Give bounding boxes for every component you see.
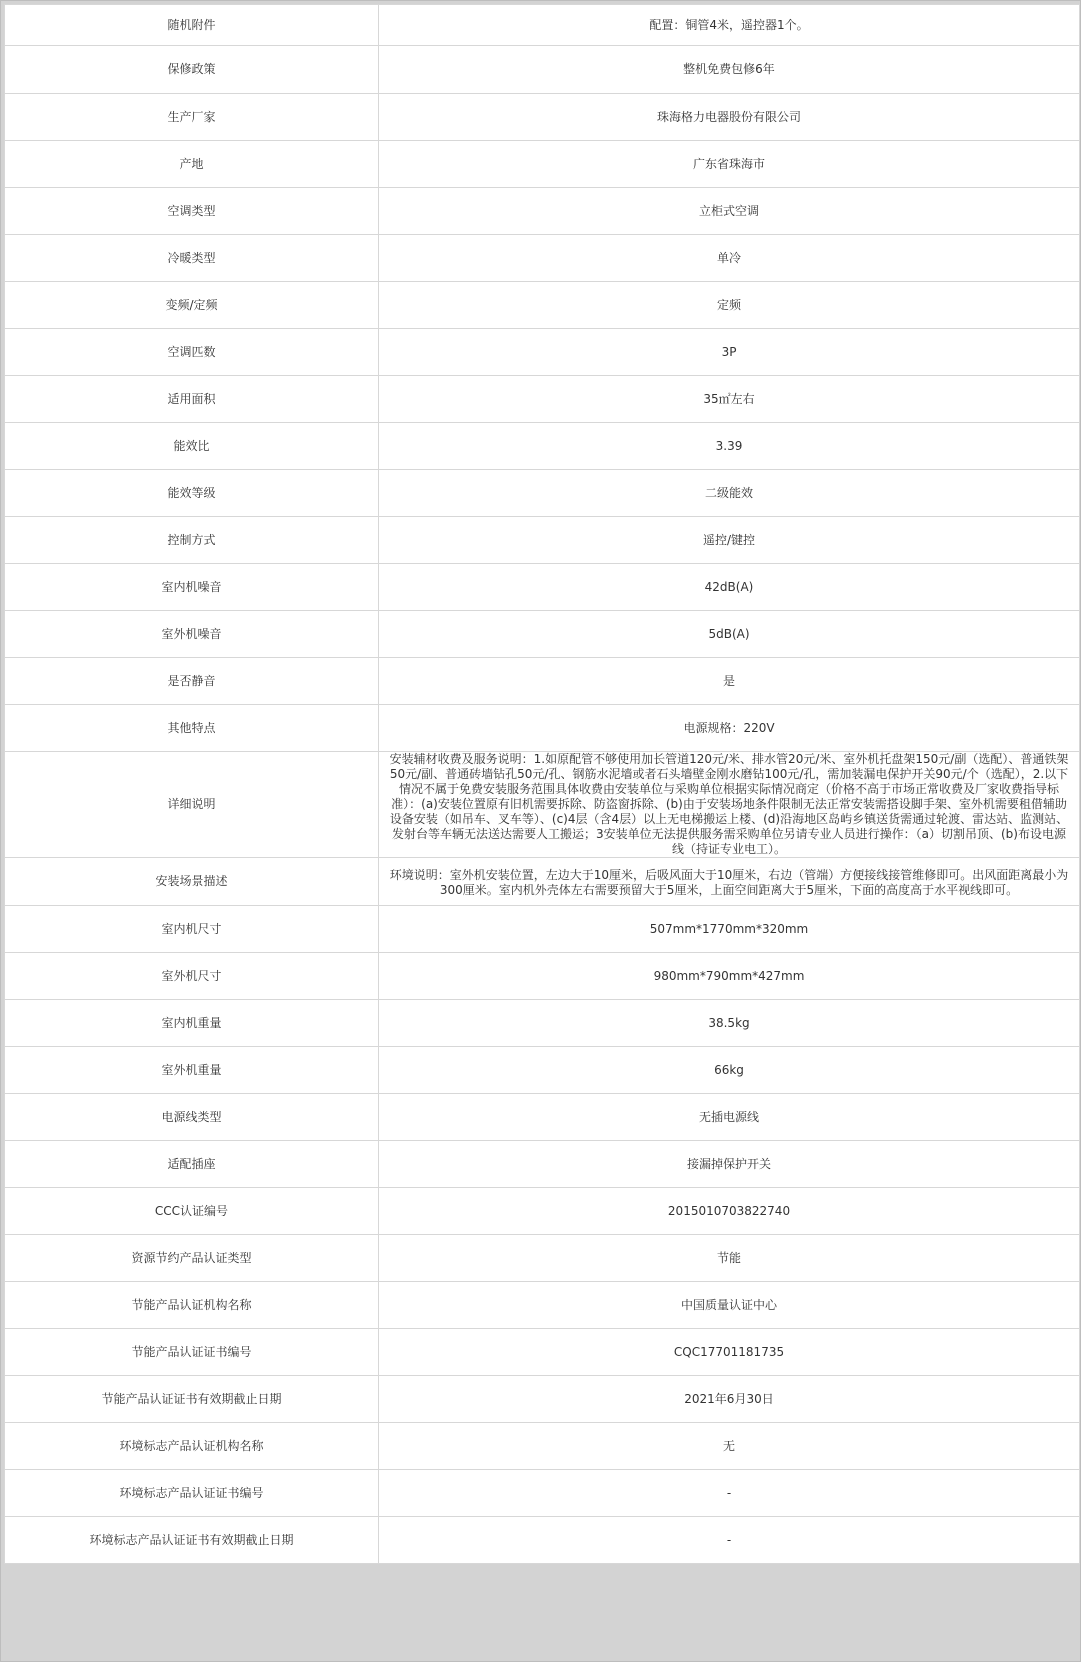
table-row	[5, 906, 1080, 953]
table-row	[5, 564, 1080, 611]
table-row	[5, 423, 1080, 470]
table-row	[5, 611, 1080, 658]
spec-value: 遥控/键控	[379, 517, 1080, 564]
spec-label: 生产厂家	[5, 94, 379, 141]
spec-label: 室内机重量	[5, 1000, 379, 1047]
spec-value: -	[379, 1470, 1080, 1517]
spec-value: 2015010703822740	[379, 1188, 1080, 1235]
spec-label: 室内机尺寸	[5, 906, 379, 953]
spec-value: 中国质量认证中心	[379, 1282, 1080, 1329]
spec-value: 安装辅材收费及服务说明：1.如原配管不够使用加长管道120元/米、排水管20元/米、室外机托盘架150元/副（选配）、普通铁架50元/副、普通砖墙钻孔50元/孔、钢筋水泥墙或者石头墙壁金刚水磨钻100元/孔，需加装漏电保护开关90元/个（选配），2.以下情况不属于免费安装服务范围具体收费由安装单位与采购单位根据实际情况商定（价格不高于市场正常收费及厂家收费指导标准）：(a)安装位置原有旧机需要拆除、防盗窗拆除、(b)由于安装场地条件限制无法正常安装需搭设脚手架、室外机需要租借辅助设备安装（如吊车、叉车等）、(c)4层（含4层）以上无电梯搬运上楼、(d)沿海地区岛屿乡镇送货需通过轮渡、雷达站、监测站、发射台等车辆无法送达需要人工搬运；3安装单位无法提供服务需采购单位另请专业人员进行操作：（a）切割吊顶、(b)布设电源线（持证专业电工）。	[379, 752, 1080, 858]
spec-label: 产地	[5, 141, 379, 188]
spec-label: 保修政策	[5, 46, 379, 94]
spec-label: 安装场景描述	[5, 858, 379, 906]
spec-label: 冷暖类型	[5, 235, 379, 282]
spec-value: 电源规格：220V	[379, 705, 1080, 752]
table-row	[5, 235, 1080, 282]
spec-value: 2021年6月30日	[379, 1376, 1080, 1423]
spec-label: 适用面积	[5, 376, 379, 423]
spec-value: -	[379, 1517, 1080, 1564]
spec-label: 室外机尺寸	[5, 953, 379, 1000]
spec-label: 环境标志产品认证证书有效期截止日期	[5, 1517, 379, 1564]
table-row	[5, 282, 1080, 329]
spec-label: 控制方式	[5, 517, 379, 564]
spec-value: 接漏掉保护开关	[379, 1141, 1080, 1188]
table-row	[5, 1517, 1080, 1564]
spec-value: 507mm*1770mm*320mm	[379, 906, 1080, 953]
spec-label: 能效等级	[5, 470, 379, 517]
table-row	[5, 1094, 1080, 1141]
table-row	[5, 5, 1080, 46]
table-row	[5, 1470, 1080, 1517]
spec-value: 定频	[379, 282, 1080, 329]
spec-label: 节能产品认证证书编号	[5, 1329, 379, 1376]
spec-value: 3P	[379, 329, 1080, 376]
table-row	[5, 752, 1080, 858]
spec-value: 珠海格力电器股份有限公司	[379, 94, 1080, 141]
spec-value: 环境说明：室外机安装位置，左边大于10厘米，后吸风面大于10厘米，右边（管端）方便接线接管维修即可。出风面距离最小为300厘米。室内机外壳体左右需要预留大于5厘米，上面空间距离大于5厘米，下面的高度高于水平视线即可。	[379, 858, 1080, 906]
spec-label: 室内机噪音	[5, 564, 379, 611]
spec-label: 节能产品认证证书有效期截止日期	[5, 1376, 379, 1423]
spec-label: 能效比	[5, 423, 379, 470]
table-row	[5, 329, 1080, 376]
spec-label: 节能产品认证机构名称	[5, 1282, 379, 1329]
spec-label: 室外机噪音	[5, 611, 379, 658]
spec-label: 随机附件	[5, 5, 379, 46]
spec-label: CCC认证编号	[5, 1188, 379, 1235]
table-row	[5, 705, 1080, 752]
spec-label: 变频/定频	[5, 282, 379, 329]
spec-label: 其他特点	[5, 705, 379, 752]
spec-label: 空调匹数	[5, 329, 379, 376]
table-row	[5, 1188, 1080, 1235]
table-row	[5, 1423, 1080, 1470]
spec-value: 42dB(A)	[379, 564, 1080, 611]
spec-value: 节能	[379, 1235, 1080, 1282]
spec-value: 38.5kg	[379, 1000, 1080, 1047]
spec-value: 立柜式空调	[379, 188, 1080, 235]
table-row	[5, 376, 1080, 423]
spec-value: 广东省珠海市	[379, 141, 1080, 188]
spec-value: CQC17701181735	[379, 1329, 1080, 1376]
spec-label: 电源线类型	[5, 1094, 379, 1141]
table-row	[5, 1235, 1080, 1282]
table-row	[5, 1141, 1080, 1188]
spec-label: 环境标志产品认证证书编号	[5, 1470, 379, 1517]
table-row	[5, 1000, 1080, 1047]
spec-label: 详细说明	[5, 752, 379, 858]
spec-value: 无插电源线	[379, 1094, 1080, 1141]
table-row	[5, 1282, 1080, 1329]
spec-value: 无	[379, 1423, 1080, 1470]
spec-label: 环境标志产品认证机构名称	[5, 1423, 379, 1470]
table-row	[5, 517, 1080, 564]
spec-label: 空调类型	[5, 188, 379, 235]
table-row	[5, 46, 1080, 94]
table-row	[5, 658, 1080, 705]
spec-value: 单冷	[379, 235, 1080, 282]
spec-label: 资源节约产品认证类型	[5, 1235, 379, 1282]
spec-value: 35㎡左右	[379, 376, 1080, 423]
spec-value: 980mm*790mm*427mm	[379, 953, 1080, 1000]
spec-label: 是否静音	[5, 658, 379, 705]
spec-value: 整机免费包修6年	[379, 46, 1080, 94]
spec-label: 适配插座	[5, 1141, 379, 1188]
spec-table-body	[5, 5, 1080, 1564]
spec-label: 室外机重量	[5, 1047, 379, 1094]
spec-value: 66kg	[379, 1047, 1080, 1094]
table-row	[5, 1376, 1080, 1423]
table-row	[5, 141, 1080, 188]
table-row	[5, 1047, 1080, 1094]
spec-value: 3.39	[379, 423, 1080, 470]
table-row	[5, 858, 1080, 906]
spec-table	[4, 4, 1080, 1564]
table-row	[5, 953, 1080, 1000]
spec-value: 5dB(A)	[379, 611, 1080, 658]
table-row	[5, 94, 1080, 141]
spec-value: 配置：铜管4米，遥控器1个。	[379, 5, 1080, 46]
table-row	[5, 1329, 1080, 1376]
spec-value: 二级能效	[379, 470, 1080, 517]
table-row	[5, 470, 1080, 517]
spec-value: 是	[379, 658, 1080, 705]
table-row	[5, 188, 1080, 235]
